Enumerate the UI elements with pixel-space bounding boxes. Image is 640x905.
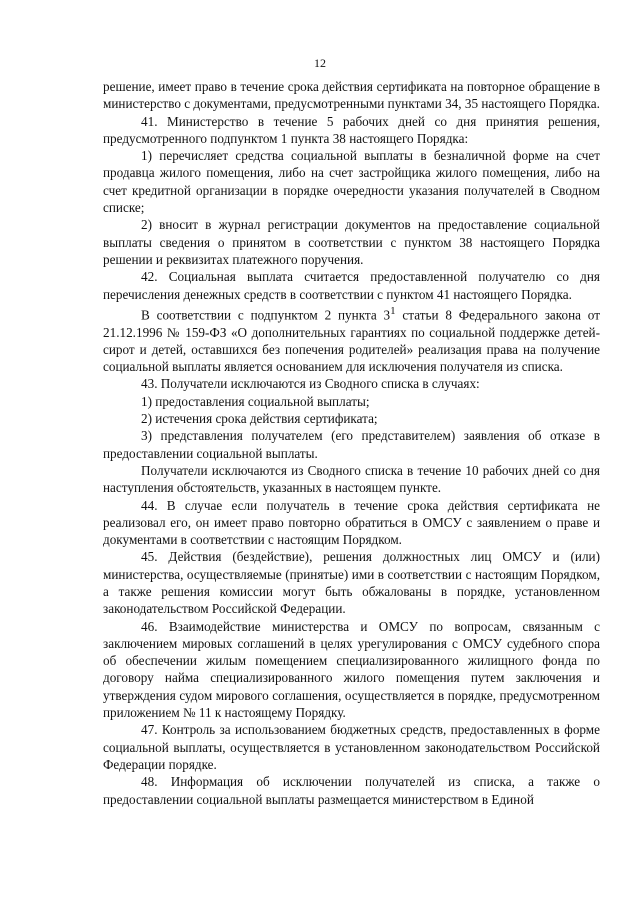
paragraph-47: 47. Контроль за использованием бюджетных средств, предоставленных в форме социальной выплаты, осуществляется в установленном законодательством Российской Федерации порядке.: [103, 722, 600, 772]
paragraph-41: 41. Министерство в течение 5 рабочих дней со дня принятия решения, предусмотренного подпунктом 1 пункта 38 настоящего Порядка:: [103, 113, 600, 146]
paragraph-43-sub-1: 1) предоставления социальной выплаты;: [141, 393, 370, 409]
paragraph-42: 42. Социальная выплата считается предоставленной получателю со дня перечисления денежных средств в соответствии с пунктом 41 настоящего Порядка.: [103, 269, 600, 302]
paragraph-43-sub-3: 3) представления получателем (его представителем) заявления об отказе в предоставлении социальной выплаты.: [103, 428, 600, 461]
paragraph-43-sub-2: 2) истечения срока действия сертификата;: [141, 411, 378, 427]
paragraph-45: 45. Действия (бездействие), решения должностных лиц ОМСУ и (или) министерства, осуществляемые (принятые) ими в соответствии с настоящим Порядком, а также решения комиссии могут быть обжалованы в порядке, установленном законодательством Российской Федерации.: [103, 549, 600, 617]
law-reference-text-end: статьи 8 Федерального закона от 21.12.1996 № 159-ФЗ «О дополнительных гарантиях по социальной поддержке детей-сирот и детей, оставшихся без попечения родителей» реализация права на получение социальной выплаты является основанием для исключения получателя из списка.: [103, 307, 600, 375]
paragraph-44: 44. В случае если получатель в течение срока действия сертификата не реализовал его, он имеет право повторно обратиться в ОМСУ с заявлением о праве и документами в соответствии с настоящим Порядком.: [103, 497, 600, 548]
page-number: 12: [314, 56, 326, 70]
paragraph-48: 48. Информация об исключении получателей из списка, а также о предоставлении социальной выплаты размещается министерством в Единой: [103, 774, 600, 807]
paragraph-41-sub-2: 2) вносит в журнал регистрации документов на предоставление социальной выплаты сведения о принятом в соответствии с пунктом 38 настоящего Порядка решении и реквизитах платежного поручения.: [103, 217, 600, 267]
document-body: [103, 78, 600, 808]
law-reference-superscript: 1: [390, 304, 396, 317]
paragraph-41-sub-1: 1) перечисляет средства социальной выплаты в безналичной форме на счет продавца жилого помещения, либо на счет застройщика жилого помещения, либо на счет кредитной организации в порядке очередности указания получателей в Сводном списке;: [103, 148, 600, 216]
law-reference-text-start: В соответствии с подпунктом 2 пункта 3: [141, 307, 391, 323]
paragraph-43: 43. Получатели исключаются из Сводного списка в случаях:: [141, 376, 480, 392]
paragraph-46: 46. Взаимодействие министерства и ОМСУ по вопросам, связанным с заключением мировых соглашений в целях урегулирования с ОМСУ судебного спора об обеспечении жилым помещением специализированного жилищного фонда по договору найма специализированного жилого помещения путем заключения и утверждения судом мирового соглашения, осуществляется в порядке, предусмотренном приложением № 11 к настоящему Порядку.: [103, 618, 600, 721]
paragraph-42-law-reference: [103, 303, 600, 376]
paragraph-43-exclusion-term: Получатели исключаются из Сводного списка в течение 10 рабочих дней со дня наступления обстоятельств, указанных в настоящем пункте.: [103, 462, 600, 496]
paragraph-continuation: решение, имеет право в течение срока действия сертификата на повторное обращение в министерство с документами, предусмотренными пунктами 34, 35 настоящего Порядка.: [103, 79, 600, 112]
